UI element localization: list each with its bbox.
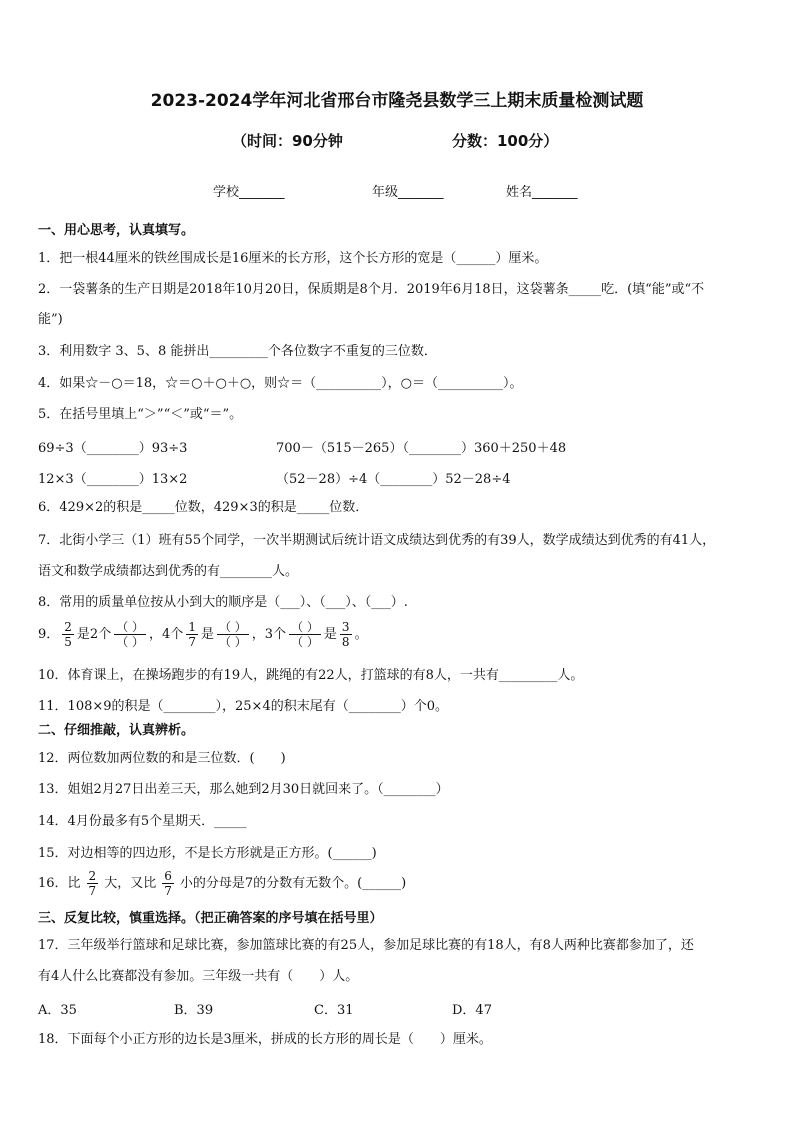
grade-field: 年级_______ xyxy=(372,185,444,200)
question-1: 1．把一根44厘米的铁丝围成长是16厘米的长方形，这个长方形的宽是（______）厘米。 xyxy=(38,251,548,266)
section-2-heading: 二、仔细推敲，认真辨析。 xyxy=(38,723,195,738)
option-b: B．39 xyxy=(174,1003,214,1018)
question-5-item-d: （52－28）÷4（________）52－28÷4 xyxy=(276,472,511,487)
question-11: 11．108×9的积是（________），25×4的积末尾有（________）个0。 xyxy=(38,699,448,714)
question-5: 5．在括号里填上“＞”“＜”或“＝”。 xyxy=(38,407,243,422)
question-10: 10．体育课上，在操场跑步的有19人，跳绳的有22人，打篮球的有8人，一共有_________人。 xyxy=(38,668,584,683)
fraction-3-8: $\frac{3}{8}$ xyxy=(341,620,350,649)
fraction-2-7: $\frac{2}{7}$ xyxy=(88,869,97,898)
question-6: 6．429×2的积是_____位数，429×3的积是_____位数． xyxy=(38,500,369,515)
question-2-line-2: 能”) xyxy=(38,312,63,327)
fraction-blank: $\frac{( )}{( )}$ xyxy=(116,620,145,649)
question-15: 15．对边相等的四边形，不是长方形就是正方形。(______) xyxy=(38,846,377,861)
question-5-item-c: 12×3（________）13×2 xyxy=(38,472,188,487)
section-1-heading: 一、用心思考，认真填写。 xyxy=(38,223,195,238)
option-a: A．35 xyxy=(38,1003,77,1018)
exam-time: （时间：90分钟 xyxy=(232,132,343,150)
school-field: 学校_______ xyxy=(213,185,285,200)
question-7-line-1: 7．北街小学三（1）班有55个同学，一次半期测试后统计语文成绩达到优秀的有39人，数学成绩达到优秀的有41人， xyxy=(38,533,716,548)
fraction-blank: $\frac{( )}{( )}$ xyxy=(218,620,247,649)
question-5-item-a: 69÷3（________）93÷3 xyxy=(38,441,188,456)
exam-title: 2023-2024学年河北省邢台市隆尧县数学三上期末质量检测试题 xyxy=(150,91,644,111)
fraction-6-7: $\frac{6}{7}$ xyxy=(164,869,172,898)
question-18: 18．下面每个小正方形的边长是3厘米，拼成的长方形的周长是（ ）厘米。 xyxy=(38,1032,492,1047)
fraction-2-5: $\frac{2}{5}$ xyxy=(64,620,72,649)
option-d: D．47 xyxy=(452,1003,492,1018)
exam-score: 分数：100分） xyxy=(452,132,559,150)
question-8: 8．常用的质量单位按从小到大的顺序是（___）、（___）、（___）. xyxy=(38,595,408,610)
question-9-prefix: 9． xyxy=(38,627,60,642)
question-4: 4．如果☆－○＝18，☆＝○＋○＋○，则☆＝（__________），○＝（__________）。 xyxy=(38,376,523,391)
question-17-line-2: 有4人什么比赛都没有参加。三年级一共有（ ）人。 xyxy=(38,969,359,984)
question-14: 14．4月份最多有5个星期天．_____ xyxy=(38,814,247,829)
question-9: 9． $\frac{2}{5}$ 是2个 $\frac{( )}{( )}$ ，4个 $\frac{1}{7}$ 是 $\frac{( )}{( )}$ ，3个 $\frac{( )}{( )}$ 是 $\frac{3}{8}$ 。 xyxy=(38,620,368,649)
fraction-1-7: $\frac{1}{7}$ xyxy=(188,620,196,649)
fraction-blank: $\frac{( )}{( )}$ xyxy=(291,620,319,649)
option-c: C．31 xyxy=(314,1003,354,1018)
question-7-line-2: 语文和数学成绩都达到优秀的有________人。 xyxy=(38,564,299,579)
question-2-line-1: 2．一袋薯条的生产日期是2018年10月20日，保质期是8个月．2019年6月18日，这袋薯条_____吃．(填“能”或“不 xyxy=(38,282,705,297)
name-field: 姓名_______ xyxy=(506,185,578,200)
question-17-line-1: 17．三年级举行篮球和足球比赛，参加篮球比赛的有25人，参加足球比赛的有18人，有8人两种比赛都参加了，还 xyxy=(38,938,694,953)
question-5-item-b: 700－（515－265）（________）360＋250＋48 xyxy=(276,441,567,456)
question-3: 3．利用数字 3、5、8 能拼出_________个各位数字不重复的三位数． xyxy=(38,344,437,359)
question-16: 16．比 $\frac{2}{7}$ 大，又比 $\frac{6}{7}$ 小的分母是7的分数有无数个。(______) xyxy=(38,869,407,898)
question-13: 13．姐姐2月27日出差三天，那么她到2月30日就回来了。（________） xyxy=(38,782,449,797)
section-3-heading: 三、反复比较，慎重选择。（把正确答案的序号填在括号里） xyxy=(38,911,383,926)
question-12: 12．两位数加两位数的和是三位数．( ) xyxy=(38,751,286,766)
